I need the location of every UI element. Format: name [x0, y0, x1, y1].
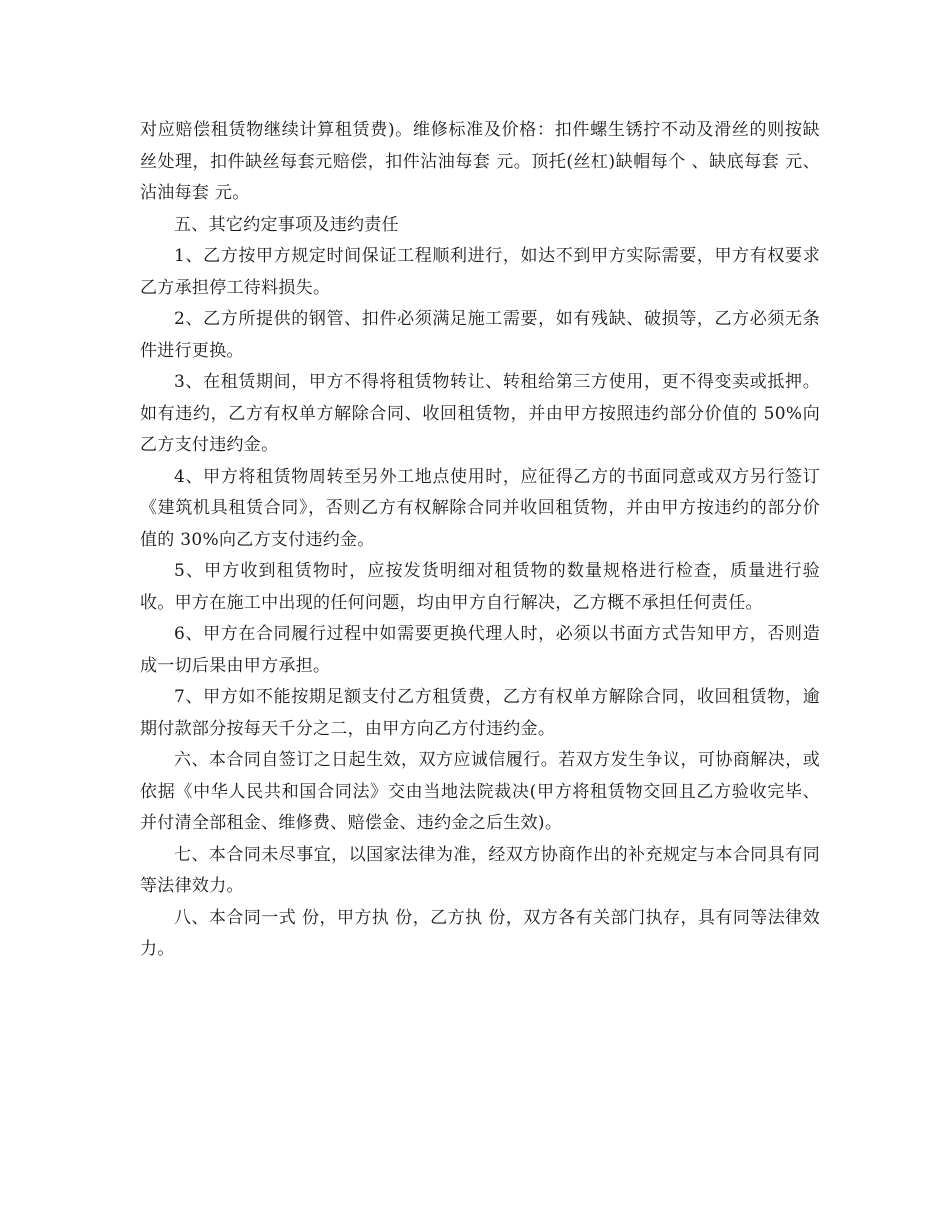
clause-4: 4、甲方将租赁物周转至另外工地点使用时，应征得乙方的书面同意或双方另行签订《建筑机具租赁合同》，否则乙方有权解除合同并收回租赁物，并由甲方按违约的部分价值的 30%向乙方支付违约金。 — [140, 466, 820, 550]
document-body — [140, 115, 820, 966]
clause-6: 6、甲方在合同履行过程中如需要更换代理人时，必须以书面方式告知甲方，否则造成一切后果由甲方承担。 — [140, 624, 820, 676]
clause-2: 2、乙方所提供的钢管、扣件必须满足施工需要，如有残缺、破损等，乙方必须无条件进行更换。 — [140, 309, 820, 361]
paragraph-1: 对应赔偿租赁物继续计算租赁费)。维修标准及价格：扣件螺生锈拧不动及滑丝的则按缺丝处理，扣件缺丝每套元赔偿，扣件沾油每套 元。顶托(丝杠)缺帽每个 、缺底每套 元、沾油每套 元。 — [140, 120, 820, 203]
clause-5: 5、甲方收到租赁物时，应按发货明细对租赁物的数量规格进行检查，质量进行验收。甲方在施工中出现的任何问题，均由甲方自行解决，乙方概不承担任何责任。 — [140, 561, 820, 613]
section-six-effectiveness: 六、本合同自签订之日起生效，双方应诚信履行。若双方发生争议，可协商解决，或依据《中华人民共和国合同法》交由当地法院裁决(甲方将租赁物交回且乙方验收完毕、并付清全部租金、维修费、赔偿金、违约金之后生效)。 — [140, 750, 820, 833]
clause-7: 7、甲方如不能按期足额支付乙方租赁费，乙方有权单方解除合同，收回租赁物，逾期付款部分按每天千分之二，由甲方向乙方付违约金。 — [140, 687, 820, 739]
clause-1: 1、乙方按甲方规定时间保证工程顺利进行，如达不到甲方实际需要，甲方有权要求乙方承担停工待料损失。 — [140, 246, 820, 298]
section-eight-copies: 八、本合同一式 份，甲方执 份，乙方执 份，双方各有关部门执存，具有同等法律效力。 — [140, 907, 820, 959]
clause-3: 3、在租赁期间，甲方不得将租赁物转让、转租给第三方使用，更不得变卖或抵押。如有违约，乙方有权单方解除合同、收回租赁物，并由甲方按照违约部分价值的 50%向乙方支付违约金。 — [140, 372, 820, 455]
section-heading-other-terms: 五、其它约定事项及违约责任 — [174, 214, 399, 235]
section-seven-unresolved-matters: 七、本合同未尽事宜，以国家法律为准，经双方协商作出的补充规定与本合同具有同等法律效力。 — [140, 844, 820, 896]
